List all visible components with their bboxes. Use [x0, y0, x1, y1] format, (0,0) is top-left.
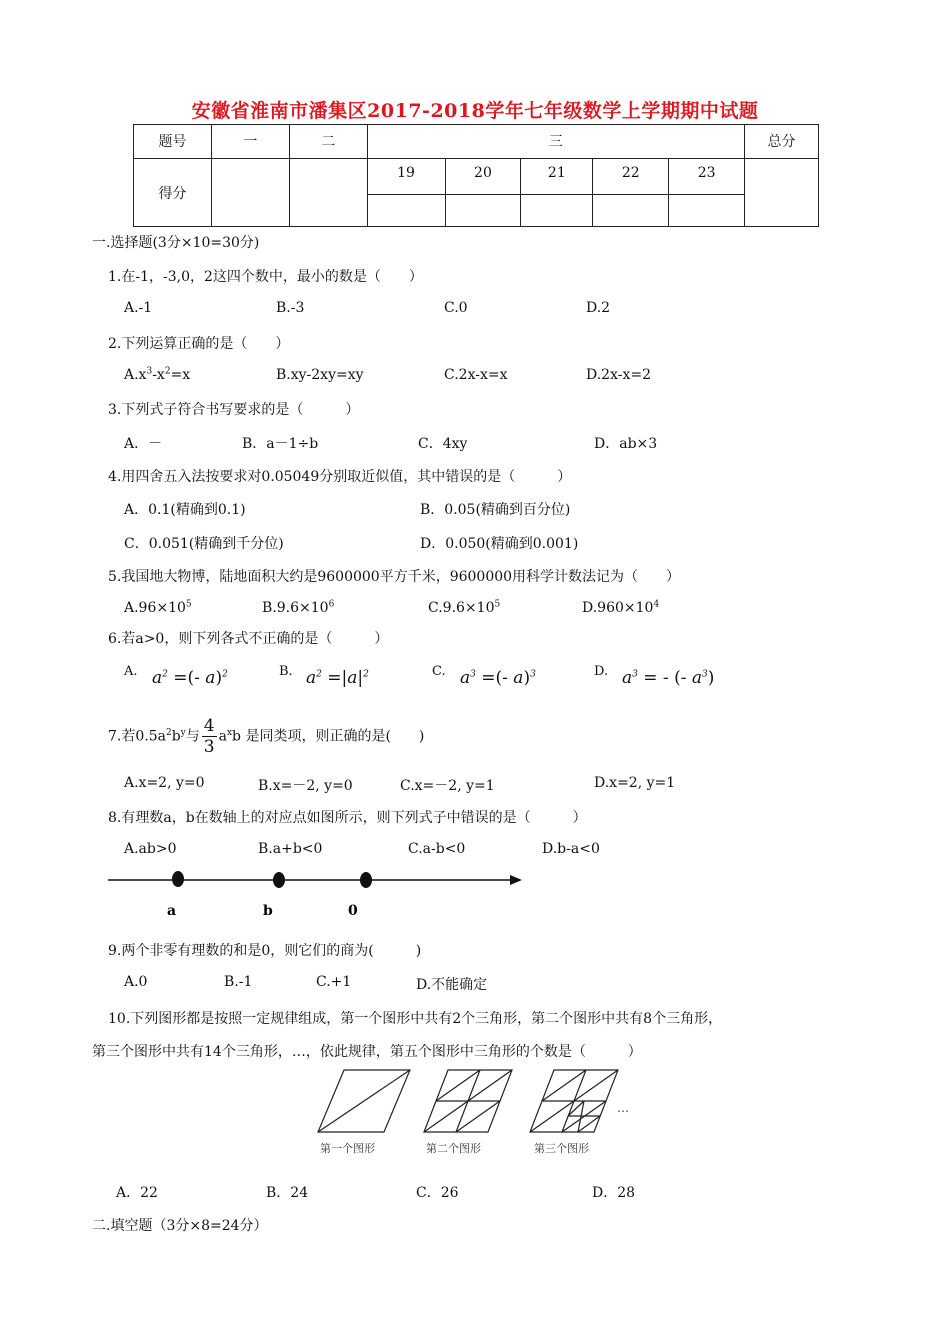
- q9-option-c: C.+1: [316, 974, 352, 990]
- q10-option-c: C．26: [416, 1185, 459, 1201]
- q6-formula-d: $a^3$ = - (- $a^3$): [622, 668, 715, 688]
- q3-option-b: B．a－1÷b: [242, 436, 319, 452]
- q1-option-d: D.2: [586, 300, 611, 316]
- q5-option-c: $C.9.6\times 10^5$: [428, 599, 501, 616]
- q8-option-d: D.b-a<0: [542, 841, 600, 857]
- score-cell-total: [745, 159, 819, 227]
- sub-number-22: 22: [593, 159, 669, 195]
- q9-option-d: D.不能确定: [416, 977, 488, 993]
- score-cell-20: [445, 195, 521, 227]
- score-cell-19: [367, 195, 445, 227]
- header-two: 二: [289, 125, 367, 159]
- figure-2: [424, 1070, 512, 1132]
- q2-option-b: B.xy-2xy=xy: [276, 367, 364, 383]
- q5-option-b: $B.9.6\times 10^6$: [262, 599, 335, 616]
- q7-option-b: B.x=－2, y=0: [258, 778, 353, 794]
- q6-label-d: D.: [594, 664, 609, 679]
- score-table: [133, 124, 819, 227]
- point-zero: [360, 872, 372, 888]
- question-7: 7.若$0.5a^2b^y$与 $\frac{4}{3}$ $a^xb$ 是同类项，则正确的是( ): [108, 716, 425, 757]
- figure-3-caption: 第三个图形: [534, 1142, 589, 1155]
- score-cell-22: [593, 195, 669, 227]
- label-zero: 0: [348, 903, 358, 919]
- figure-3: [530, 1070, 618, 1132]
- q6-label-c: C.: [432, 664, 446, 679]
- q6-label-b: B.: [279, 664, 293, 679]
- q4-option-d: D．0.050(精确到0.001): [420, 536, 579, 552]
- score-cell-two: [289, 159, 367, 227]
- sub-number-20: 20: [445, 159, 521, 195]
- sub-number-19: 19: [367, 159, 445, 195]
- q4-option-c: C．0.051(精确到千分位): [124, 536, 284, 552]
- question-9: 9.两个非零有理数的和是0，则它们的商为( ): [108, 943, 422, 959]
- question-3: 3.下列式子符合书写要求的是（ ）: [108, 402, 360, 418]
- q3-option-c: C．4xy: [418, 436, 468, 452]
- q3-option-a: A．－: [124, 436, 163, 452]
- number-line-diagram: [100, 862, 530, 932]
- q7-option-a: A.x=2, y=0: [124, 775, 205, 791]
- q6-formula-c: $a^3$ =(- a)$^3$: [460, 668, 536, 688]
- q2-option-d: D.2x-x=2: [586, 367, 651, 383]
- q1-option-c: C.0: [444, 300, 468, 316]
- q3-option-d: D．ab×3: [594, 436, 658, 452]
- q4-option-b: B．0.05(精确到百分位): [420, 502, 571, 518]
- q1-option-a: A.-1: [124, 300, 153, 316]
- question-10-line-1: 10.下列图形都是按照一定规律组成，第一个图形中共有2个三角形，第二个图形中共有8个三角形，: [108, 1011, 723, 1027]
- q7-option-d: D.x=2, y=1: [594, 775, 676, 791]
- q4-option-a: A．0.1(精确到0.1): [124, 502, 246, 518]
- question-10-line-2: 第三个图形中共有14个三角形，…，依此规律，第五个图形中三角形的个数是（ ）: [92, 1044, 642, 1060]
- q9-option-b: B.-1: [224, 974, 253, 990]
- point-a: [172, 871, 184, 887]
- triangle-pattern-figure: [300, 1062, 640, 1162]
- q6-label-a: A.: [124, 664, 138, 679]
- question-4: 4.用四舍五入法按要求对0.05049分别取近似值，其中错误的是（ ）: [108, 469, 572, 485]
- q7-fraction: $\frac{4}{3}$: [203, 716, 215, 757]
- q5-option-d: $D.960\times 10^4$: [582, 599, 660, 616]
- question-6: 6.若a>0，则下列各式不正确的是（ ）: [108, 631, 389, 647]
- score-cell-one: [211, 159, 289, 227]
- score-cell-23: [669, 195, 745, 227]
- q9-option-a: A.0: [124, 974, 148, 990]
- score-cell-21: [521, 195, 593, 227]
- q8-option-b: B.a+b<0: [258, 841, 323, 857]
- label-b: b: [263, 903, 273, 919]
- figure-2-caption: 第二个图形: [426, 1142, 481, 1155]
- question-2: 2.下列运算正确的是（ ）: [108, 336, 290, 352]
- header-one: 一: [211, 125, 289, 159]
- figure-ellipsis: …: [617, 1101, 629, 1115]
- q8-option-c: C.a-b<0: [408, 841, 466, 857]
- q10-option-b: B．24: [266, 1185, 309, 1201]
- label-a: a: [167, 903, 177, 919]
- q5-option-a: $A.96\times 10^5$: [124, 599, 192, 616]
- header-three: 三: [367, 125, 744, 159]
- score-label: 得分: [134, 159, 212, 227]
- q10-option-d: D．28: [592, 1185, 636, 1201]
- q6-formula-a: $a^2$ =(- a)$^2$: [152, 668, 228, 688]
- q10-option-a: A．22: [116, 1185, 158, 1201]
- q6-formula-b: $a^2 =|a|^2$: [306, 668, 369, 688]
- header-label: 题号: [134, 125, 212, 159]
- q1-option-b: B.-3: [276, 300, 305, 316]
- q2-option-c: C.2x-x=x: [444, 367, 508, 383]
- section-two-heading: 二.填空题（3分×8=24分）: [92, 1218, 268, 1234]
- question-1: 1.在-1，-3,0，2这四个数中，最小的数是（ ）: [108, 269, 423, 285]
- figure-1: [318, 1070, 410, 1132]
- header-total: 总分: [745, 125, 819, 159]
- number-line-arrow-icon: [510, 875, 522, 885]
- page-title: 安徽省淮南市潘集区2017-2018学年七年级数学上学期期中试题: [191, 100, 759, 122]
- q8-option-a: A.ab>0: [124, 841, 177, 857]
- question-8: 8.有理数a，b在数轴上的对应点如图所示，则下列式子中错误的是（ ）: [108, 810, 587, 826]
- q7-option-c: C.x=－2, y=1: [400, 778, 495, 794]
- sub-number-23: 23: [669, 159, 745, 195]
- section-one-heading: 一.选择题(3分×10=30分): [92, 235, 260, 251]
- figure-1-caption: 第一个图形: [320, 1142, 375, 1155]
- point-b: [273, 872, 285, 888]
- sub-number-21: 21: [521, 159, 593, 195]
- question-5: 5.我国地大物博，陆地面积大约是9600000平方千米，9600000用科学计数法记为（ ）: [108, 569, 681, 585]
- q2-option-a: $A.x^3-x^2=x$: [124, 366, 191, 383]
